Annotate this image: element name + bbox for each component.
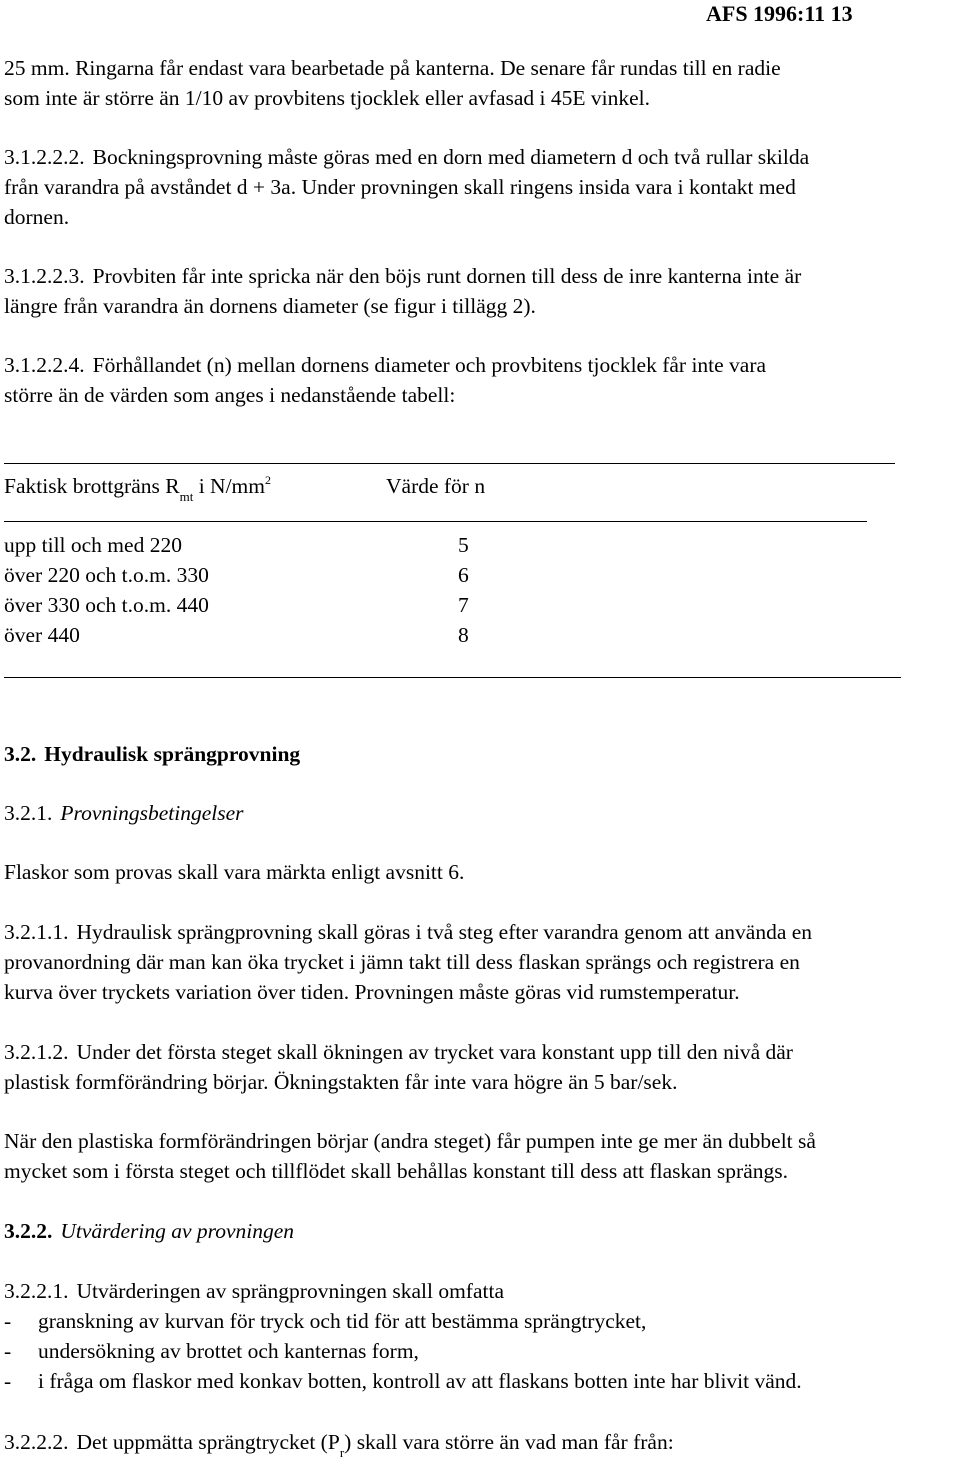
text-line: När den plastiska formförändringen börjar (andra steget) får pumpen inte ge mer än dubbelt så: [4, 1129, 816, 1153]
text-line: mycket som i första steget och tillflödet skall behållas konstant till dess att flaskan sprängs.: [4, 1159, 788, 1183]
text-line: Bockningsprovning måste göras med en dorn med diametern d och två rullar skilda: [92, 145, 810, 169]
section-number: 3.2.2.1.: [4, 1279, 69, 1303]
section-number: 3.1.2.2.4.: [4, 353, 85, 377]
table-cell-range: över 220 och t.o.m. 330: [4, 563, 209, 587]
section-3-2-2-2: 3.2.2.2. Det uppmätta sprängtrycket $(P_r)$ skall vara större än vad man får från:: [4, 1430, 674, 1460]
text-line: kurva över tryckets variation över tiden. Provningen måste göras vid rumstemperatur.: [4, 980, 740, 1004]
text-line: plastisk formförändring börjar. Ökningstakten får inte vara högre än 5 bar/sek.: [4, 1070, 678, 1094]
section-heading-3-2-1: 3.2.1. Provningsbetingelser: [4, 801, 244, 825]
table-cell-n: 7: [458, 593, 469, 617]
list-item: - undersökning av brottet och kanternas form,: [4, 1339, 419, 1363]
section-number: 3.1.2.2.3.: [4, 264, 85, 288]
text-line: Under det första steget skall ökningen av trycket vara konstant upp till den nivå där: [76, 1040, 793, 1064]
section-number: 3.2.2.2.: [4, 1430, 69, 1454]
text-line: dornen.: [4, 205, 70, 229]
table-cell-n: 6: [458, 563, 469, 587]
text-line: längre från varandra än dornens diameter (se figur i tillägg 2).: [4, 294, 536, 318]
text-line: provanordning där man kan öka trycket i jämn takt till dess flaskan sprängs och registrera en: [4, 950, 800, 974]
table-cell-n: 5: [458, 533, 469, 557]
subscript: mt: [179, 489, 194, 504]
section-number: 3.2.1.2.: [4, 1040, 69, 1064]
section-number: 3.2.1.1.: [4, 920, 69, 944]
section-3-1-2-2-2: [4, 142, 959, 232]
text-line: som inte är större än 1/10 av provbitens tjocklek eller avfasad i 45E vinkel.: [4, 86, 651, 110]
section-3-1-2-2-4: [4, 350, 959, 410]
table-header-rule: [4, 521, 867, 522]
section-3-2-1-2: [4, 1037, 959, 1097]
text-line: större än de värden som anges i nedanstående tabell:: [4, 383, 456, 407]
list-item: - i fråga om flaskor med konkav botten, kontroll av att flaskans botten inte har blivit vänd.: [4, 1369, 802, 1393]
list-item: - granskning av kurvan för tryck och tid för att bestämma sprängtrycket,: [4, 1309, 647, 1333]
section-heading-3-2: 3.2. Hydraulisk sprängprovning: [4, 742, 301, 766]
section-3-1-2-2-3: [4, 261, 959, 321]
table-top-rule: [4, 463, 895, 464]
paragraph-3-2-1: Flaskor som provas skall vara märkta enligt avsnitt 6.: [4, 860, 465, 884]
text-line: från varandra på avståndet d + 3a. Under provningen skall ringens insida vara i kontakt med: [4, 175, 796, 199]
table-cell-range: upp till och med 220: [4, 533, 182, 557]
paragraph-continuation: [4, 53, 959, 113]
text-line: Provbiten får inte spricka när den böjs runt dornen till dess de inre kanterna inte är: [92, 264, 802, 288]
table-header-col2: Värde för n: [386, 474, 486, 498]
text-line: Utvärderingen av sprängprovningen skall omfatta: [76, 1279, 504, 1303]
section-3-2-2-1: [4, 1276, 959, 1396]
table-cell-range: över 440: [4, 623, 80, 647]
text-line: 25 mm. Ringarna får endast vara bearbetade på kanterna. De senare får rundas till en radie: [4, 56, 781, 80]
text-line: Förhållandet (n) mellan dornens diameter och provbitens tjocklek får inte vara: [92, 353, 767, 377]
table-cell-n: 8: [458, 623, 469, 647]
table-bottom-rule: [4, 677, 901, 678]
section-3-2-1-1: [4, 917, 959, 1007]
running-header: AFS 1996:11 13: [706, 1, 853, 26]
paragraph-plastic: [4, 1126, 959, 1186]
section-heading-3-2-2: 3.2.2. Utvärdering av provningen: [4, 1219, 295, 1243]
section-number: 3.1.2.2.2.: [4, 145, 85, 169]
table-header-col1: Faktisk brottgräns $R_{mt}$ i $N/mm^2$: [4, 473, 271, 504]
table-cell-range: över 330 och t.o.m. 440: [4, 593, 209, 617]
text-line: Hydraulisk sprängprovning skall göras i två steg efter varandra genom att använda en: [76, 920, 813, 944]
subscript: r: [339, 1445, 345, 1460]
superscript: 2: [265, 473, 271, 487]
